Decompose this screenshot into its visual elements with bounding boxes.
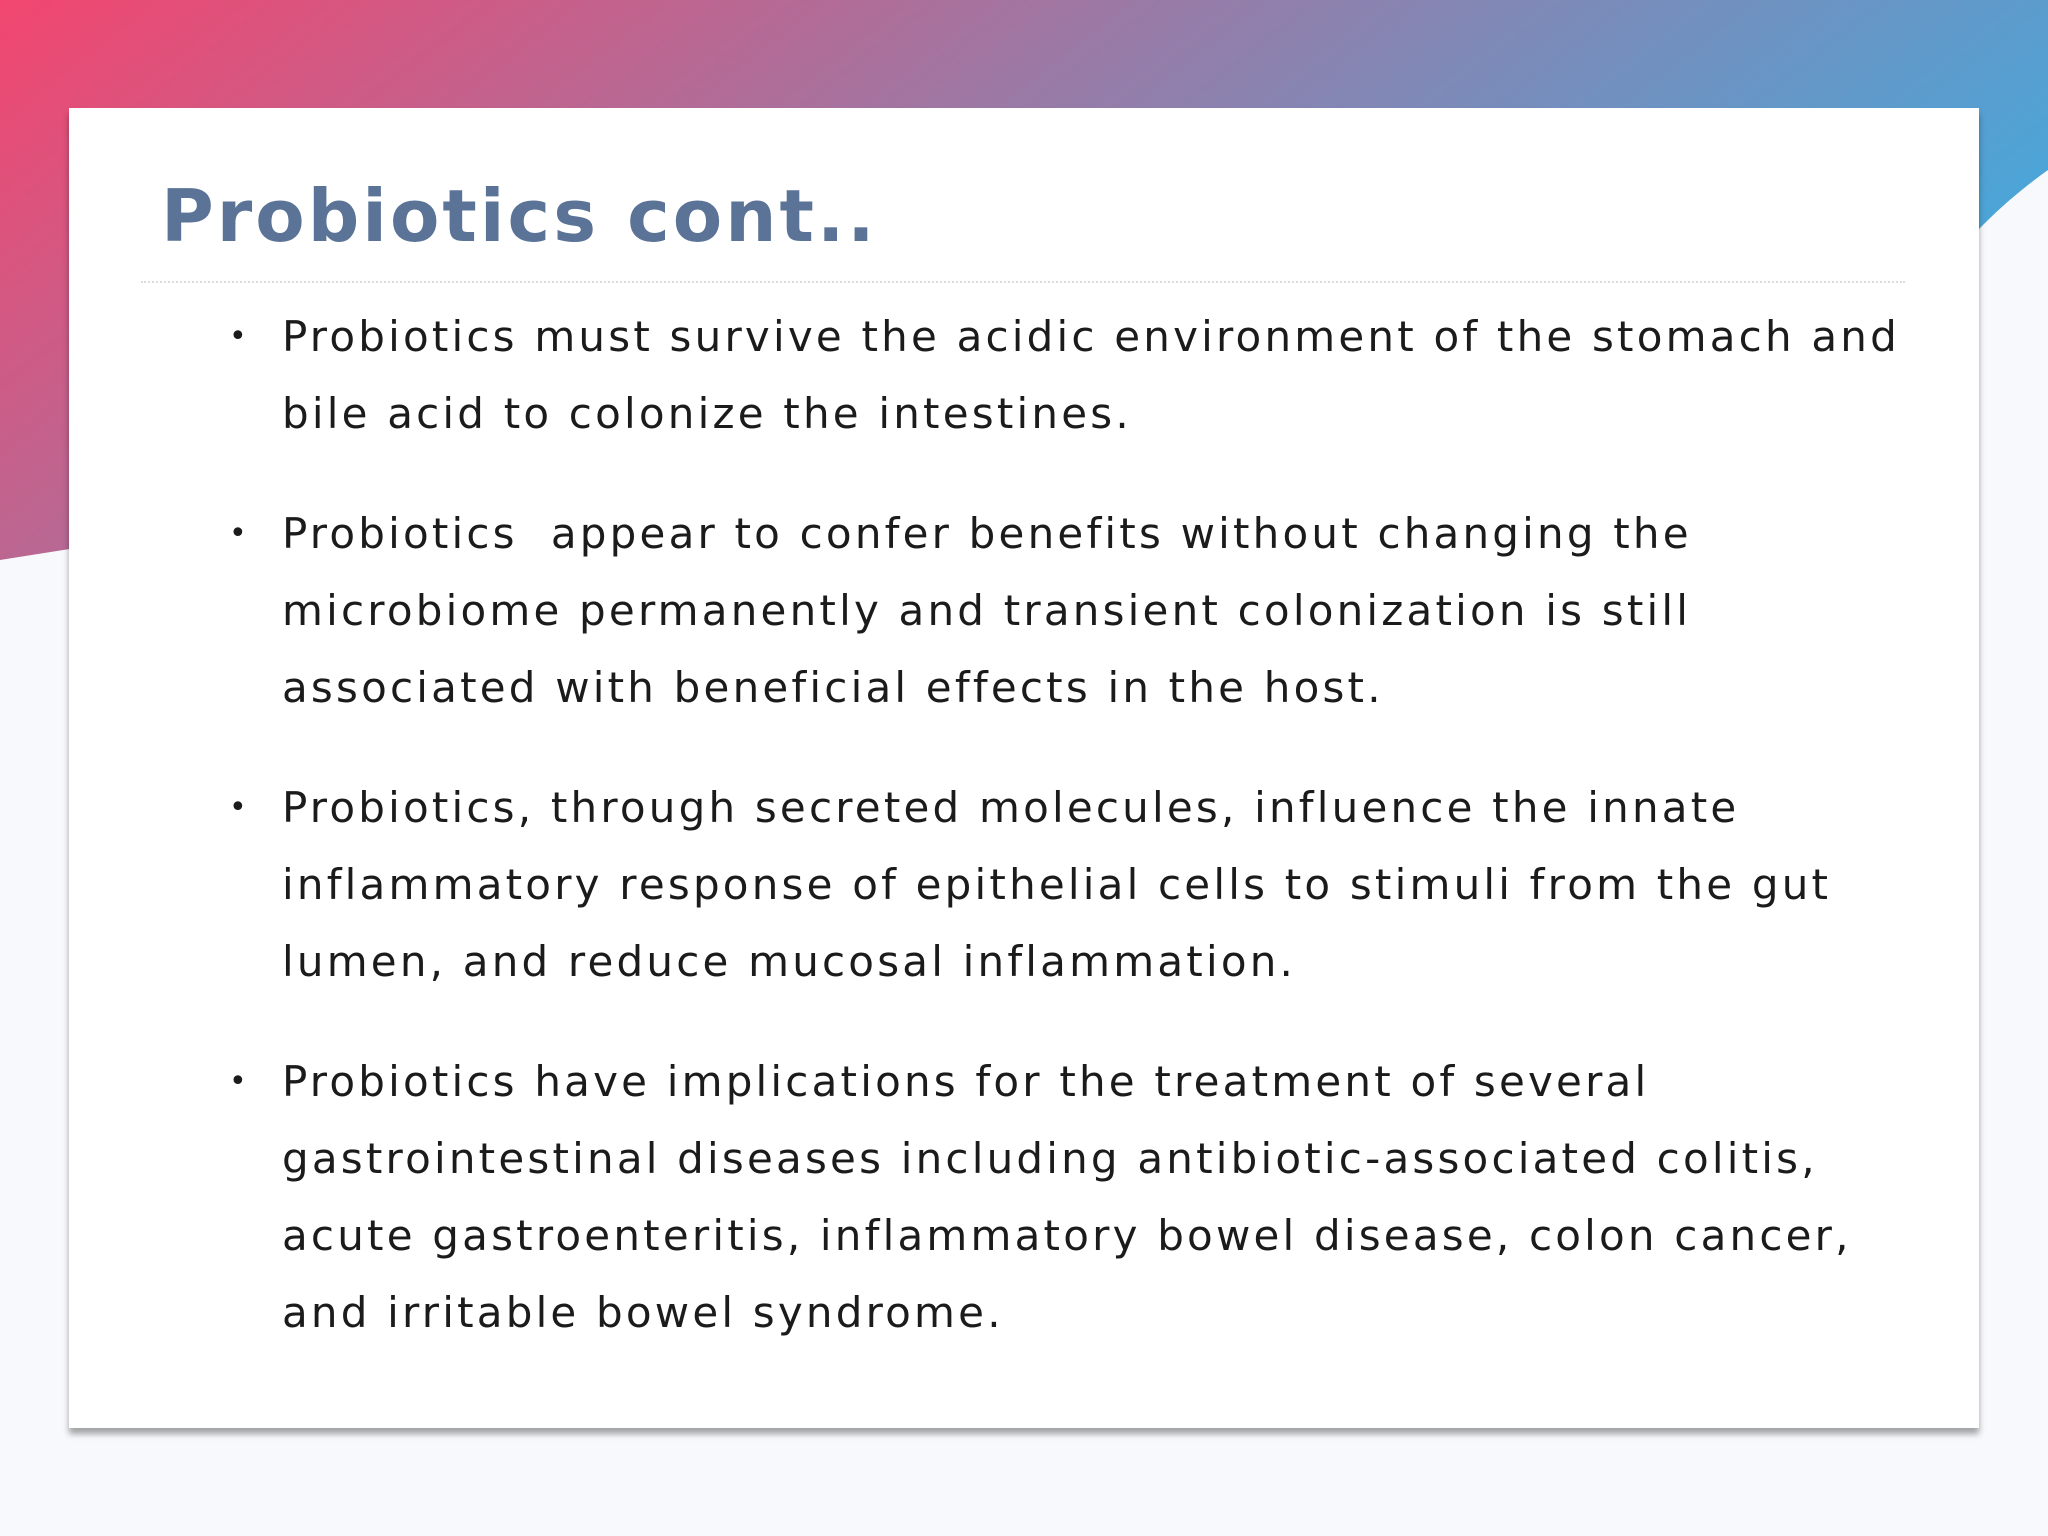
content-card — [69, 108, 1979, 1428]
bullet-list — [161, 298, 1951, 1394]
bullet-icon: • — [229, 790, 250, 825]
bullet-text: Probiotics appear to confer benefits without changing the microbiome permanently and transient colonization is still associated with beneficial effects in the host. — [282, 509, 1709, 712]
bullet-text: Probiotics have implications for the treatment of several gastrointestinal diseases including antibiotic-associated colitis, acute gastroenteritis, inflammatory bowel disease, colon cancer, and irritable bowel syndrome. — [282, 1057, 1852, 1337]
bullet-icon: • — [229, 1064, 250, 1099]
bullet-text: Probiotics must survive the acidic environment of the stomach and bile acid to colonize the intestines. — [282, 312, 1900, 438]
slide-title: Probiotics cont.. — [161, 174, 878, 258]
bullet-text: Probiotics, through secreted molecules, influence the innate inflammatory response of epithelial cells to stimuli from the gut lumen, and reduce mucosal inflammation. — [282, 783, 1832, 986]
bullet-icon: • — [229, 516, 250, 551]
bullet-item — [161, 769, 1951, 1000]
bullet-item — [161, 1043, 1951, 1351]
title-divider — [141, 281, 1905, 283]
bullet-item — [161, 298, 1951, 452]
bullet-item — [161, 495, 1951, 726]
bullet-icon: • — [229, 319, 250, 354]
